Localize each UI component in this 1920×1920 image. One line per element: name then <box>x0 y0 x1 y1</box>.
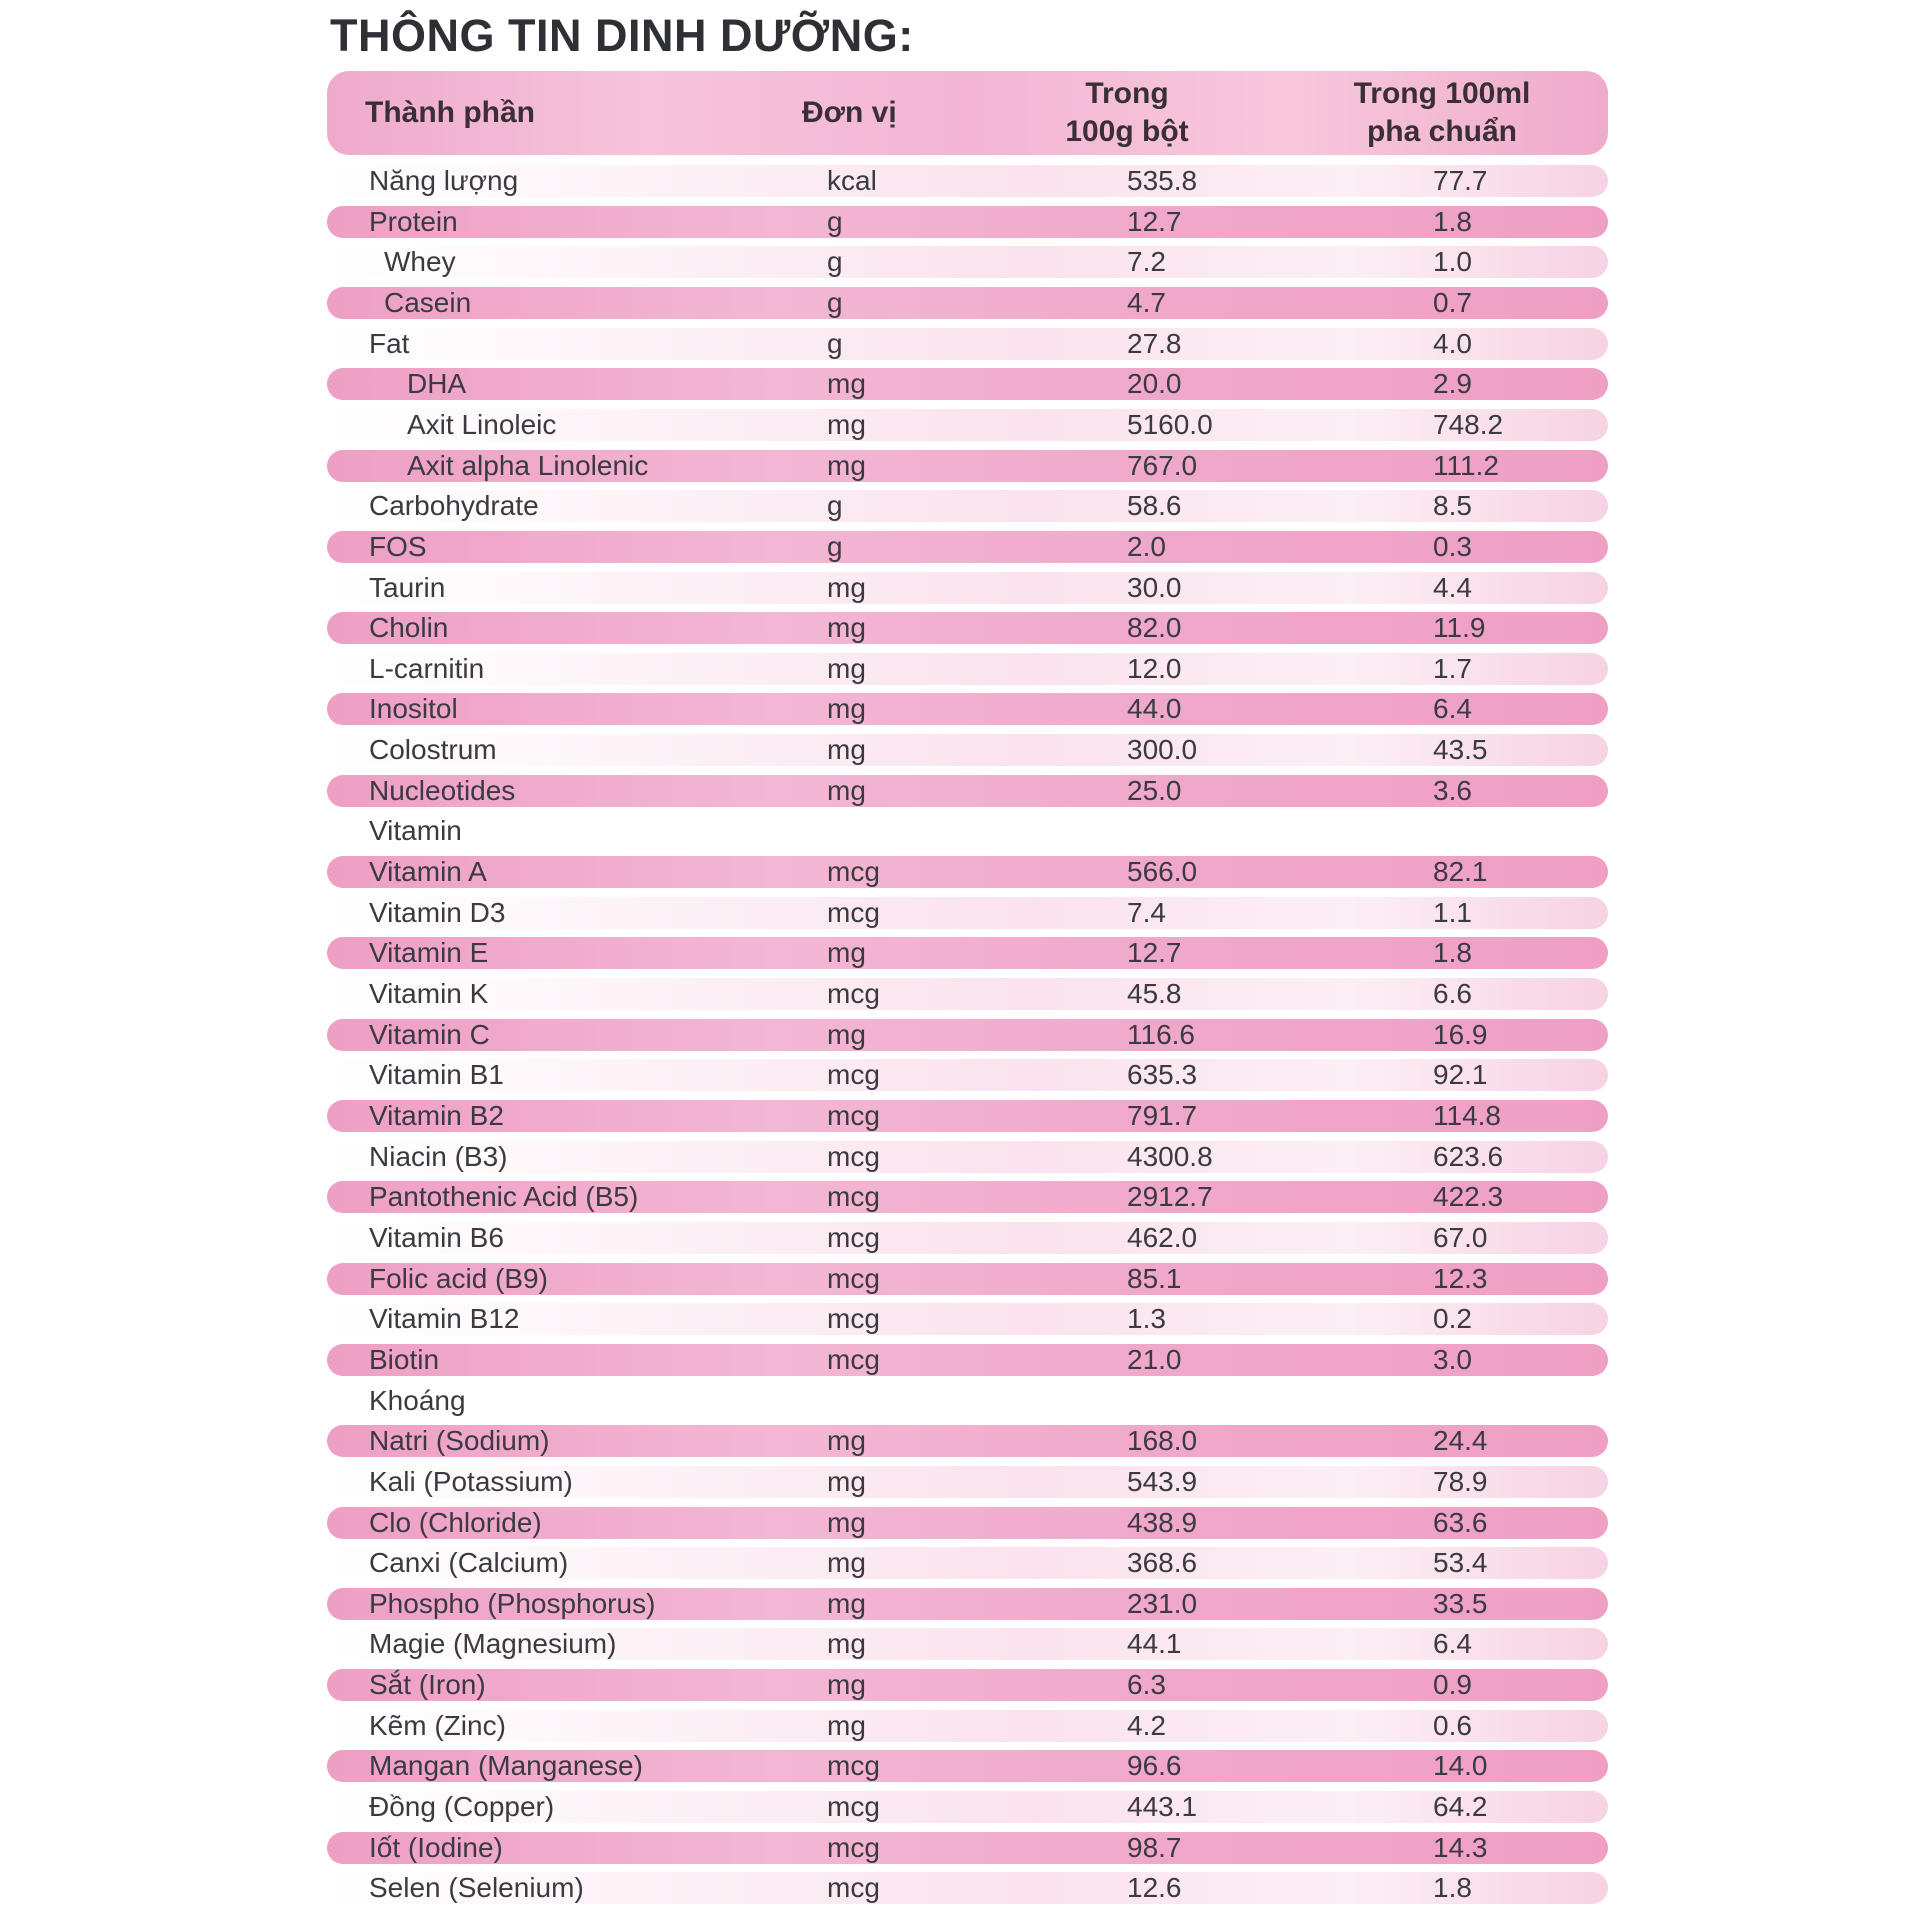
nutrient-unit: mg <box>827 734 866 766</box>
value-per-100ml: 623.6 <box>1433 1140 1504 1172</box>
nutrient-unit: g <box>827 490 843 522</box>
value-per-100ml: 6.4 <box>1433 1628 1472 1660</box>
value-per-100ml: 3.0 <box>1433 1343 1472 1375</box>
value-per-100g: 2912.7 <box>1127 1181 1213 1213</box>
table-row <box>327 856 1608 888</box>
nutrient-unit: mcg <box>827 1221 880 1253</box>
table-row <box>327 1181 1608 1213</box>
nutrient-name: Cholin <box>369 612 449 644</box>
nutrient-name: Vitamin C <box>369 1018 490 1050</box>
value-per-100g: 82.0 <box>1127 612 1182 644</box>
table-row <box>327 937 1608 969</box>
nutrient-name: Canxi (Calcium) <box>369 1547 569 1579</box>
header-unit: Đơn vị <box>802 96 897 129</box>
nutrient-name: Phospho (Phosphorus) <box>369 1587 656 1619</box>
nutrient-unit: mg <box>827 1587 866 1619</box>
nutrient-unit: mcg <box>827 1262 880 1294</box>
table-row <box>327 734 1608 766</box>
value-per-100g: 20.0 <box>1127 368 1182 400</box>
nutrient-name: Vitamin E <box>369 937 489 969</box>
table-row <box>327 1100 1608 1132</box>
header-per-100ml-line2: pha chuẩn <box>1366 115 1517 148</box>
table-row <box>327 897 1608 929</box>
header-per-100ml-line1: Trong 100ml <box>1353 77 1531 110</box>
table-row <box>327 1303 1608 1335</box>
table-row <box>327 1832 1608 1864</box>
section-heading: Vitamin <box>369 815 462 847</box>
value-per-100ml: 1.7 <box>1433 652 1472 684</box>
nutrient-name: Biotin <box>369 1343 440 1375</box>
header-per-100ml <box>1302 71 1582 155</box>
value-per-100g: 368.6 <box>1127 1547 1198 1579</box>
value-per-100g: 30.0 <box>1127 571 1182 603</box>
table-row <box>327 693 1608 725</box>
nutrient-unit: g <box>827 530 843 562</box>
nutrient-name: Fat <box>369 327 410 359</box>
section-heading-row <box>327 1385 1608 1417</box>
nutrient-unit: mg <box>827 774 866 806</box>
value-per-100ml: 1.8 <box>1433 1872 1472 1904</box>
value-per-100g: 45.8 <box>1127 978 1182 1009</box>
nutrient-unit: mg <box>827 1628 866 1660</box>
value-per-100g: 300.0 <box>1127 734 1198 766</box>
nutrient-unit: mg <box>827 408 866 440</box>
value-per-100g: 2.0 <box>1127 530 1166 562</box>
table-row <box>327 653 1608 685</box>
nutrient-name: Colostrum <box>369 734 497 766</box>
value-per-100ml: 43.5 <box>1433 734 1488 766</box>
value-per-100g: 443.1 <box>1127 1791 1198 1822</box>
nutrient-name: Iốt (Iodine) <box>369 1831 503 1863</box>
nutrient-name: Sắt (Iron) <box>369 1669 486 1700</box>
nutrient-name: Vitamin B6 <box>369 1221 504 1253</box>
nutrient-unit: mcg <box>827 856 880 887</box>
value-per-100ml: 24.4 <box>1433 1425 1488 1457</box>
value-per-100ml: 14.0 <box>1433 1750 1488 1782</box>
value-per-100ml: 0.2 <box>1433 1303 1472 1335</box>
value-per-100g: 6.3 <box>1127 1669 1166 1700</box>
value-per-100ml: 0.6 <box>1433 1709 1472 1741</box>
value-per-100ml: 33.5 <box>1433 1587 1488 1619</box>
value-per-100g: 25.0 <box>1127 774 1182 806</box>
nutrient-unit: mg <box>827 1709 866 1741</box>
value-per-100ml: 16.9 <box>1433 1018 1488 1050</box>
nutrient-unit: mg <box>827 368 866 400</box>
nutrient-name: Casein <box>384 286 472 318</box>
nutrient-name: Taurin <box>369 571 446 603</box>
table-row <box>327 612 1608 644</box>
table-row <box>327 1263 1608 1295</box>
value-per-100ml: 8.5 <box>1433 490 1472 522</box>
table-row <box>327 165 1608 197</box>
value-per-100g: 98.7 <box>1127 1831 1182 1863</box>
nutrient-name: Inositol <box>369 693 458 725</box>
table-row <box>327 531 1608 563</box>
nutrient-name: Mangan (Manganese) <box>369 1750 643 1782</box>
section-heading: Khoáng <box>369 1384 466 1416</box>
table-row <box>327 1344 1608 1376</box>
nutrient-unit: mcg <box>827 1872 880 1904</box>
nutrient-name: Kali (Potassium) <box>369 1465 573 1497</box>
table-row <box>327 1141 1608 1173</box>
value-per-100g: 4.2 <box>1127 1709 1166 1741</box>
nutrient-unit: mcg <box>827 1181 880 1213</box>
nutrient-name: Axit Linoleic <box>407 408 557 440</box>
value-per-100ml: 1.1 <box>1433 896 1472 928</box>
nutrient-name: Vitamin B12 <box>369 1303 520 1335</box>
nutrient-unit: g <box>827 286 843 318</box>
table-row <box>327 978 1608 1010</box>
value-per-100ml: 53.4 <box>1433 1547 1488 1579</box>
nutrient-name: Clo (Chloride) <box>369 1506 542 1538</box>
value-per-100g: 1.3 <box>1127 1303 1166 1335</box>
value-per-100g: 12.7 <box>1127 205 1182 237</box>
table-row <box>327 1425 1608 1457</box>
value-per-100ml: 67.0 <box>1433 1221 1488 1253</box>
value-per-100ml: 2.9 <box>1433 368 1472 400</box>
value-per-100g: 12.6 <box>1127 1872 1182 1904</box>
nutrient-unit: g <box>827 246 843 278</box>
value-per-100g: 96.6 <box>1127 1750 1182 1782</box>
nutrient-name: Kẽm (Zinc) <box>369 1709 506 1741</box>
nutrient-name: Niacin (B3) <box>369 1140 508 1172</box>
nutrient-name: Carbohydrate <box>369 490 539 522</box>
table-row <box>327 246 1608 278</box>
value-per-100g: 767.0 <box>1127 449 1198 481</box>
nutrient-unit: mg <box>827 1547 866 1579</box>
nutrient-unit: mcg <box>827 1059 880 1091</box>
value-per-100g: 438.9 <box>1127 1506 1198 1538</box>
nutrient-name: Protein <box>369 205 458 237</box>
table-row <box>327 1750 1608 1782</box>
value-per-100g: 4.7 <box>1127 286 1166 318</box>
value-per-100ml: 77.7 <box>1433 165 1488 196</box>
value-per-100ml: 82.1 <box>1433 856 1488 887</box>
table-row <box>327 1059 1608 1091</box>
nutrient-unit: mg <box>827 1018 866 1050</box>
nutrient-name: Vitamin D3 <box>369 896 506 928</box>
value-per-100g: 5160.0 <box>1127 408 1213 440</box>
table-row <box>327 409 1608 441</box>
value-per-100g: 21.0 <box>1127 1343 1182 1375</box>
value-per-100g: 27.8 <box>1127 327 1182 359</box>
nutrient-unit: mcg <box>827 896 880 928</box>
nutrient-name: Magie (Magnesium) <box>369 1628 617 1660</box>
table-row <box>327 1710 1608 1742</box>
table-row <box>327 775 1608 807</box>
nutrient-unit: mcg <box>827 1140 880 1172</box>
value-per-100ml: 4.0 <box>1433 327 1472 359</box>
nutrient-name: Nucleotides <box>369 774 516 806</box>
table-row <box>327 1222 1608 1254</box>
header-per-100g <box>1007 71 1247 155</box>
nutrient-name: L-carnitin <box>369 652 485 684</box>
value-per-100ml: 1.8 <box>1433 205 1472 237</box>
value-per-100ml: 1.8 <box>1433 937 1472 969</box>
nutrient-name: Vitamin B1 <box>369 1059 504 1091</box>
nutrient-name: Folic acid (B9) <box>369 1262 548 1294</box>
nutrient-name: Vitamin B2 <box>369 1099 504 1131</box>
value-per-100ml: 748.2 <box>1433 408 1504 440</box>
header-name: Thành phần <box>365 96 535 129</box>
nutrient-unit: mcg <box>827 978 880 1009</box>
table-row <box>327 450 1608 482</box>
value-per-100ml: 63.6 <box>1433 1506 1488 1538</box>
value-per-100g: 44.1 <box>1127 1628 1182 1660</box>
table-row <box>327 1547 1608 1579</box>
value-per-100ml: 1.0 <box>1433 246 1472 278</box>
nutrient-unit: mg <box>827 1425 866 1457</box>
nutrient-unit: kcal <box>827 165 877 196</box>
value-per-100g: 566.0 <box>1127 856 1198 887</box>
value-per-100ml: 111.2 <box>1433 449 1499 481</box>
value-per-100g: 4300.8 <box>1127 1140 1213 1172</box>
value-per-100g: 12.7 <box>1127 937 1182 969</box>
table-row <box>327 1019 1608 1051</box>
value-per-100ml: 3.6 <box>1433 774 1472 806</box>
table-row <box>327 1791 1608 1823</box>
nutrient-unit: mcg <box>827 1343 880 1375</box>
value-per-100ml: 11.9 <box>1433 612 1486 644</box>
value-per-100ml: 0.9 <box>1433 1669 1472 1700</box>
header-per-100g-line2: 100g bột <box>1065 115 1189 148</box>
nutrient-name: Đồng (Copper) <box>369 1791 555 1822</box>
nutrient-unit: mcg <box>827 1099 880 1131</box>
nutrient-name: Năng lượng <box>369 165 519 196</box>
nutrient-name: Natri (Sodium) <box>369 1425 550 1457</box>
nutrient-unit: mcg <box>827 1831 880 1863</box>
nutrient-unit: mg <box>827 571 866 603</box>
table-row <box>327 572 1608 604</box>
table-row <box>327 1669 1608 1701</box>
value-per-100g: 535.8 <box>1127 165 1198 196</box>
value-per-100ml: 92.1 <box>1433 1059 1488 1091</box>
value-per-100ml: 64.2 <box>1433 1791 1488 1822</box>
value-per-100ml: 78.9 <box>1433 1465 1488 1497</box>
value-per-100g: 791.7 <box>1127 1099 1198 1131</box>
nutrient-unit: mg <box>827 652 866 684</box>
header-per-100g-line1: Trong <box>1085 77 1169 110</box>
value-per-100g: 635.3 <box>1127 1059 1198 1091</box>
value-per-100g: 12.0 <box>1127 652 1182 684</box>
table-row <box>327 1466 1608 1498</box>
value-per-100ml: 6.4 <box>1433 693 1472 725</box>
value-per-100ml: 14.3 <box>1433 1831 1488 1863</box>
table-row <box>327 490 1608 522</box>
nutrient-unit: mcg <box>827 1791 880 1822</box>
nutrient-unit: mcg <box>827 1303 880 1335</box>
value-per-100g: 44.0 <box>1127 693 1182 725</box>
value-per-100g: 231.0 <box>1127 1587 1198 1619</box>
value-per-100g: 85.1 <box>1127 1262 1182 1294</box>
value-per-100g: 58.6 <box>1127 490 1182 522</box>
nutrient-name: Selen (Selenium) <box>369 1872 584 1904</box>
nutrient-unit: mg <box>827 449 866 481</box>
table-row <box>327 1628 1608 1660</box>
section-heading-row <box>327 815 1608 847</box>
nutrient-name: Vitamin K <box>369 978 489 1009</box>
nutrient-name: DHA <box>407 368 467 400</box>
nutrient-unit: mg <box>827 1465 866 1497</box>
nutrient-unit: mg <box>827 1669 866 1700</box>
nutrient-unit: mg <box>827 612 866 644</box>
value-per-100ml: 12.3 <box>1433 1262 1488 1294</box>
table-row <box>327 1507 1608 1539</box>
table-row <box>327 1588 1608 1620</box>
table-row <box>327 1872 1608 1904</box>
value-per-100g: 462.0 <box>1127 1221 1198 1253</box>
nutrient-unit: mg <box>827 693 866 725</box>
value-per-100g: 7.2 <box>1127 246 1166 278</box>
value-per-100ml: 6.6 <box>1433 978 1472 1009</box>
nutrient-name: Pantothenic Acid (B5) <box>369 1181 639 1213</box>
table-row <box>327 287 1608 319</box>
table-header <box>327 71 1608 155</box>
nutrient-unit: g <box>827 327 843 359</box>
value-per-100ml: 114.8 <box>1433 1099 1501 1131</box>
nutrient-unit: mg <box>827 1506 866 1538</box>
table-row <box>327 368 1608 400</box>
nutrient-unit: g <box>827 205 843 237</box>
value-per-100ml: 0.3 <box>1433 530 1472 562</box>
nutrient-unit: mcg <box>827 1750 880 1782</box>
page-title: THÔNG TIN DINH DƯỠNG: <box>330 10 914 61</box>
nutrient-unit: mg <box>827 937 866 969</box>
table-row <box>327 328 1608 360</box>
value-per-100g: 168.0 <box>1127 1425 1198 1457</box>
value-per-100ml: 4.4 <box>1433 571 1472 603</box>
value-per-100g: 116.6 <box>1127 1018 1195 1050</box>
value-per-100ml: 422.3 <box>1433 1181 1504 1213</box>
nutrient-name: FOS <box>369 530 427 562</box>
nutrient-name: Vitamin A <box>369 856 487 887</box>
value-per-100ml: 0.7 <box>1433 286 1472 318</box>
value-per-100g: 543.9 <box>1127 1465 1198 1497</box>
table-row <box>327 206 1608 238</box>
value-per-100g: 7.4 <box>1127 896 1166 928</box>
nutrient-name: Axit alpha Linolenic <box>407 449 649 481</box>
nutrient-name: Whey <box>384 246 456 278</box>
